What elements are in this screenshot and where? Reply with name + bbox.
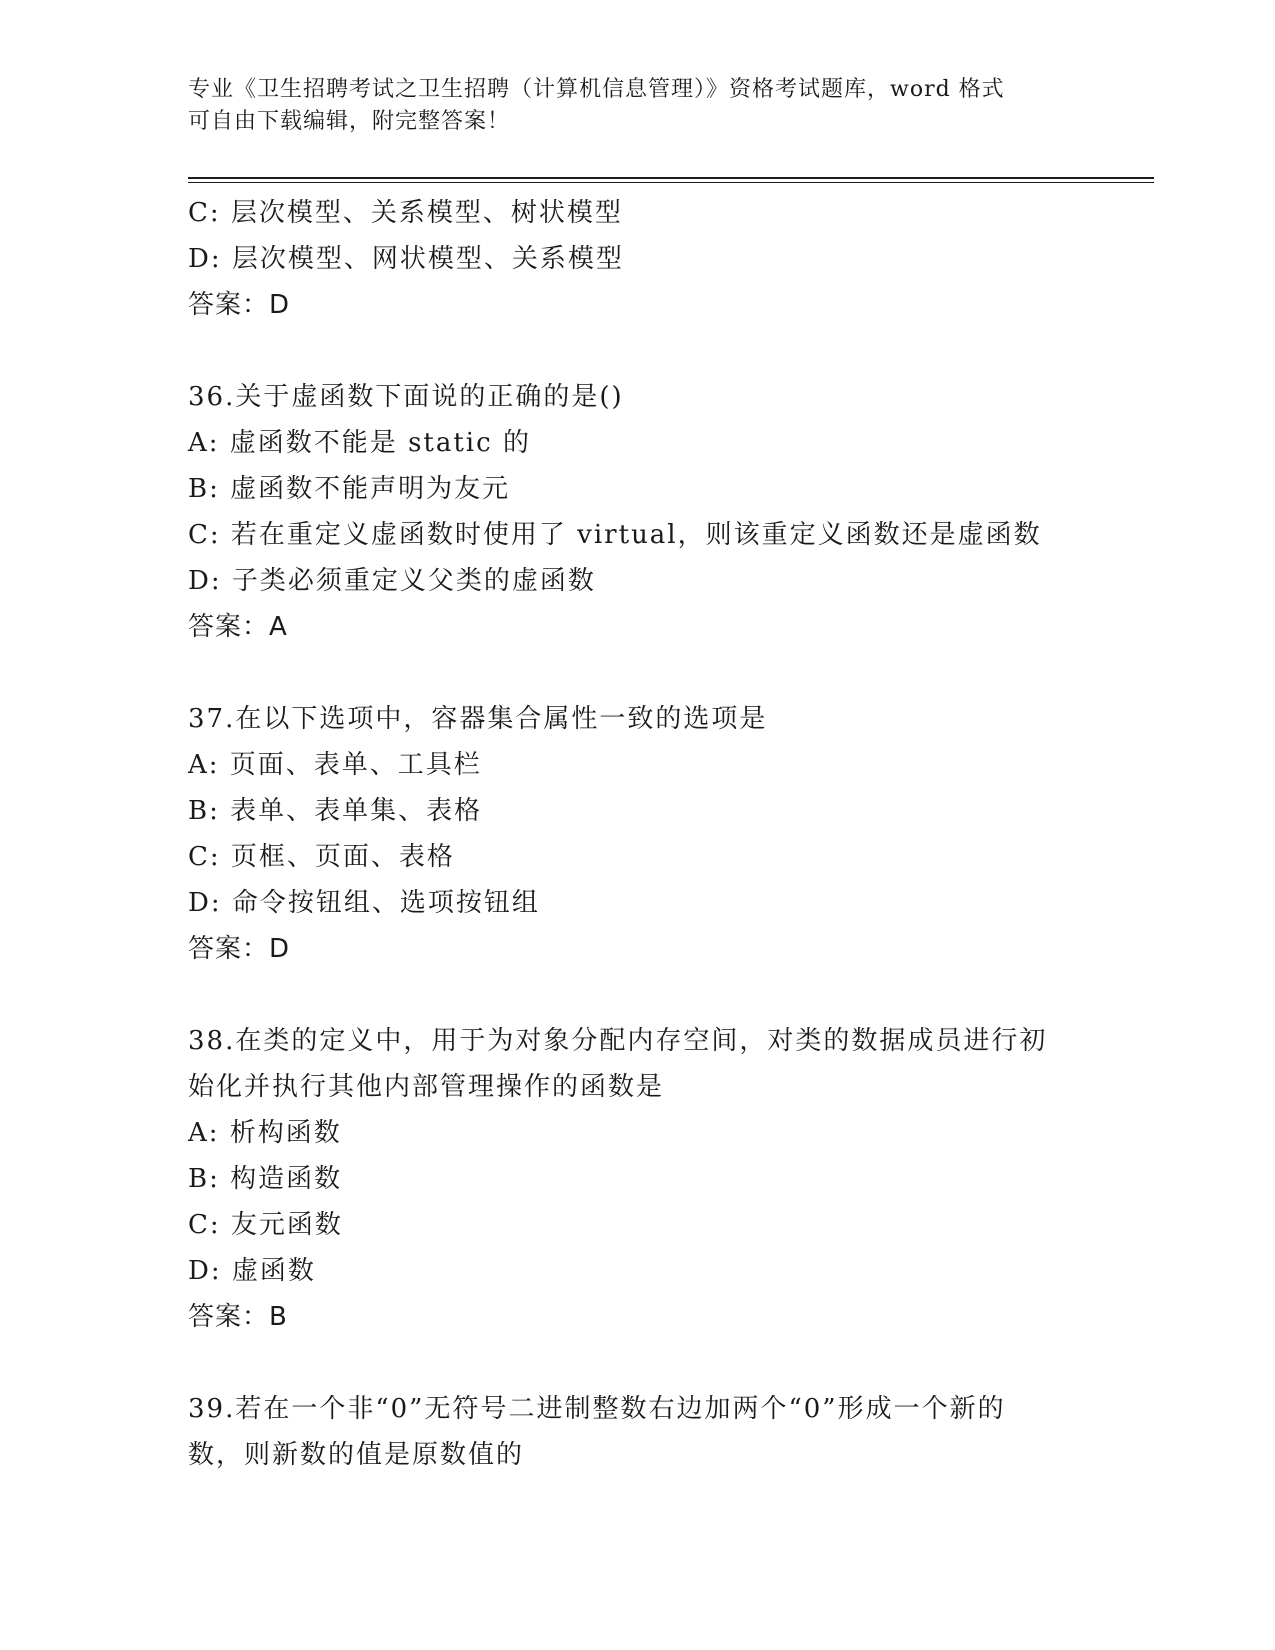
spacer <box>188 972 1088 1018</box>
spacer <box>188 1340 1088 1386</box>
option-d: D: 命令按钮组、选项按钮组 <box>188 888 540 918</box>
option-c: C: 页框、页面、表格 <box>188 842 455 872</box>
answer-line: 答案：D <box>188 934 291 964</box>
spacer <box>188 328 1088 374</box>
option-d: D: 子类必须重定义父类的虚函数 <box>188 566 596 596</box>
answer-line: 答案：A <box>188 612 288 642</box>
option-a: A: 析构函数 <box>188 1118 342 1148</box>
option-b: B: 表单、表单集、表格 <box>188 796 483 826</box>
header-title-line-1: 专业《卫生招聘考试之卫生招聘（计算机信息管理）》资格考试题库，word 格式 <box>188 77 1005 102</box>
spacer <box>188 650 1088 696</box>
question-37 <box>188 696 1088 972</box>
question-text-line-1: 38.在类的定义中，用于为对象分配内存空间，对类的数据成员进行初 <box>188 1026 1048 1056</box>
question-36 <box>188 374 1088 650</box>
option-a: A: 虚函数不能是 static 的 <box>188 428 531 458</box>
option-a: A: 页面、表单、工具栏 <box>188 750 482 780</box>
question-text-line-2: 始化并执行其他内部管理操作的函数是 <box>188 1072 665 1102</box>
option-b: B: 虚函数不能声明为友元 <box>188 474 511 504</box>
option-c: C: 层次模型、关系模型、树状模型 <box>188 198 623 228</box>
document-header <box>188 74 1088 138</box>
answer-line: 答案：D <box>188 290 291 320</box>
option-c: C: 若在重定义虚函数时使用了 virtual，则该重定义函数还是虚函数 <box>188 520 1042 550</box>
header-divider-thin <box>188 182 1154 183</box>
question-text: 37.在以下选项中，容器集合属性一致的选项是 <box>188 704 768 734</box>
header-divider-thick <box>188 177 1154 179</box>
question-39 <box>188 1386 1088 1478</box>
question-list <box>188 190 1088 1478</box>
question-text-line-2: 数，则新数的值是原数值的 <box>188 1440 525 1470</box>
question-38 <box>188 1018 1088 1340</box>
header-title-line-2: 可自由下载编辑，附完整答案！ <box>188 109 511 134</box>
option-b: B: 构造函数 <box>188 1164 343 1194</box>
option-d: D: 虚函数 <box>188 1256 316 1286</box>
question-text: 36.关于虚函数下面说的正确的是() <box>188 382 624 412</box>
option-c: C: 友元函数 <box>188 1210 343 1240</box>
previous-question-tail <box>188 190 1088 328</box>
option-d: D: 层次模型、网状模型、关系模型 <box>188 244 624 274</box>
question-text-line-1: 39.若在一个非“0”无符号二进制整数右边加两个“0”形成一个新的 <box>188 1394 1006 1424</box>
answer-line: 答案：B <box>188 1302 288 1332</box>
